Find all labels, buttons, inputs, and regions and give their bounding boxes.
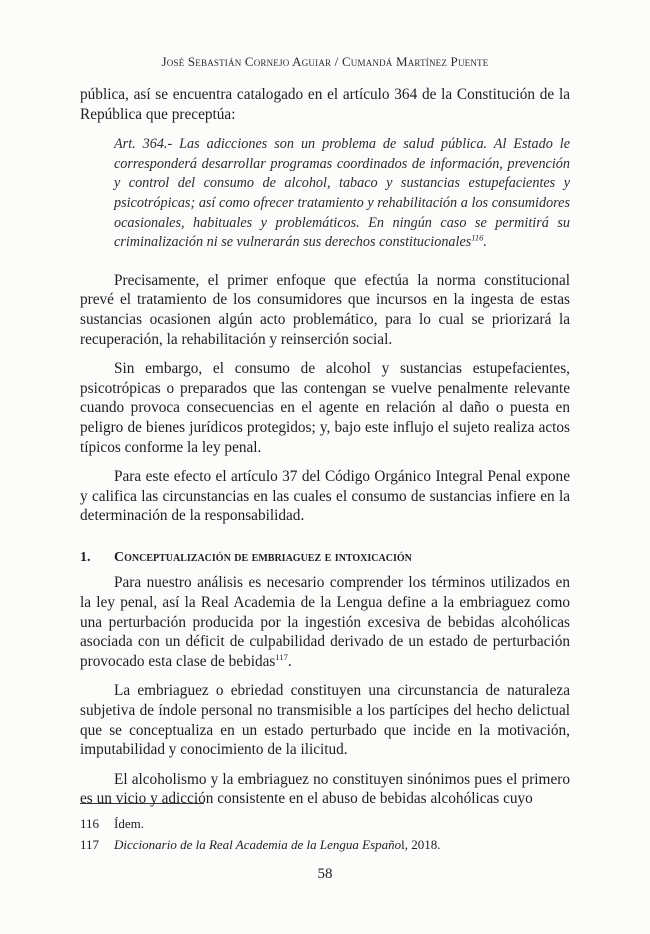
paragraph-alcoholismo: El alcoholismo y la embriaguez no constituyen sinónimos pues el primero es un vicio y adicción consistente en el abuso de bebidas alcohólicas cuyo xyxy=(80,770,570,808)
footnote-117 xyxy=(80,834,570,855)
running-header: José Sebastián Cornejo Aguiar / Cumandá Martínez Puente xyxy=(161,54,489,69)
footnote-italic-title: Diccionario de la Real Academia de la Lengua Españo xyxy=(114,837,402,852)
footnotes xyxy=(80,813,570,855)
footnote-number: 117 xyxy=(80,837,100,852)
section-title: Conceptualización de embriaguez e intoxicación xyxy=(114,549,412,565)
paragraph-precisamente: Precisamente, el primer enfoque que efectúa la norma constitucional prevé el tratamiento de los consumidores que incursos en la ingesta de estas sustancias ocasionen algún acto problemático, para lo cual se priorizará la recuperación, la rehabilitación y reinserción social. xyxy=(80,271,570,348)
paragraph-analisis: Para nuestro análisis es necesario comprender los términos utilizados en la ley penal, así la Real Academia de la Lengua define a la embriaguez como una perturbación producida por la ingestión excesiva de bebidas alcohólicas asociada con un déficit de culpabilidad derivado de un estado de perturbación provocado esta clase de bebidas$^{117}$. xyxy=(80,574,570,670)
footnote-trailing-text: l, 2018. xyxy=(401,837,441,852)
quote-text: Art. 364.- Las adicciones son un problema de salud pública. Al Estado le corresponderá desarrollar programas coordinados de información, prevención y control del consumo de alcohol, tabaco y sustancias estupefacientes y psicotrópicas; así como ofrecer tratamiento y rehabilitación a los consumidores ocasionales, habituales y problemáticos. En ningún caso se permitirá su criminalización ni se vulnerarán sus derechos constitucionales xyxy=(114,136,570,251)
footnote-number: 116 xyxy=(80,816,100,831)
footnote-text xyxy=(114,834,441,855)
constitution-quote: Art. 364.- Las adicciones son un problema de salud pública. Al Estado le corresponderá desarrollar programas coordinados de información, prevención y control del consumo de alcohol, tabaco y sustancias estupefacientes y psicotrópicas; así como ofrecer tratamiento y rehabilitación a los consumidores ocasionales, habituales y problemáticos. En ningún caso se permitirá su criminalización ni se vulnerarán sus derechos constitucionales$^{116}$. xyxy=(114,136,570,251)
section-heading xyxy=(80,548,570,568)
paragraph-analisis-text: Para nuestro análisis es necesario comprender los términos utilizados en la ley penal, así la Real Academia de la Lengua define a la embriaguez como una perturbación producida por la ingestión excesiva de bebidas alcohólicas asociada con un déficit de culpabilidad derivado de un estado de perturbación provocado esta clase de bebidas xyxy=(80,574,570,670)
paragraph-continuation: pública, así se encuentra catalogado en el artículo 364 de la Constitución de la República que preceptúa: xyxy=(80,86,570,123)
footnote-text: Ídem. xyxy=(114,816,144,831)
footnote-divider xyxy=(80,803,204,804)
footnote-ref-116[interactable]: 116 xyxy=(471,232,484,243)
section-number: 1. xyxy=(80,549,91,565)
paragraph-para-este-efecto: Para este efecto el artículo 37 del Código Orgánico Integral Penal expone y califica las circunstancias en las cuales el consumo de sustancias infiere en la determinación de la responsabilidad. xyxy=(80,468,570,525)
page-number: 58 xyxy=(317,866,333,882)
footnote-116 xyxy=(80,813,570,834)
paragraph-sin-embargo: Sin embargo, el consumo de alcohol y sustancias estupefacientes, psicotrópicas o preparados que las contengan se vuelve penalmente relevante cuando provoca consecuencias en el agente en relación al daño o puesta en peligro de bienes jurídicos protegidos; y, bajo este influjo el sujeto realiza actos típicos conforme la ley penal. xyxy=(80,360,570,456)
footnote-ref-117[interactable]: 117 xyxy=(275,651,288,662)
paragraph-embriaguez: La embriaguez o ebriedad constituyen una circunstancia de naturaleza subjetiva de índole personal no transmisible a los partícipes del hecho delictual que se conceptualiza en un estado perturbado que incide en la motivación, imputabilidad y conocimiento de la ilicitud. xyxy=(80,682,570,759)
page-body xyxy=(80,85,570,809)
